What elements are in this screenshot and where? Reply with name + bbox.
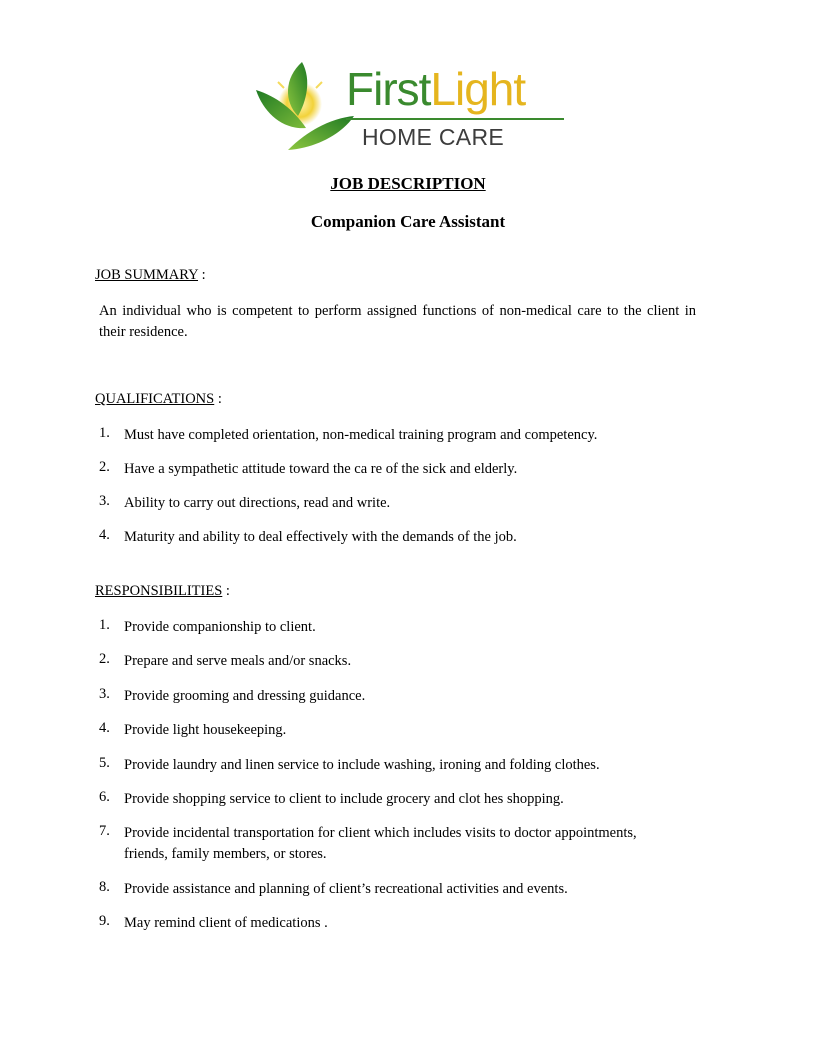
list-item-number: 2. bbox=[99, 651, 110, 667]
responsibilities-heading bbox=[95, 583, 230, 600]
list-item-number: 3. bbox=[99, 493, 110, 509]
list-item-number: 4. bbox=[99, 527, 110, 543]
qualifications-heading-colon: : bbox=[214, 391, 222, 407]
logo-subtitle: HOME CARE bbox=[362, 124, 504, 150]
company-logo bbox=[254, 58, 566, 154]
list-item-text: Prepare and serve meals and/or snacks. bbox=[124, 653, 352, 669]
list-item-text: Provide light housekeeping. bbox=[124, 722, 287, 738]
list-item-number: 1. bbox=[99, 425, 110, 441]
responsibilities-heading-colon: : bbox=[222, 583, 230, 599]
list-item-text: Provide shopping service to client to include grocery and clot hes shopping. bbox=[124, 791, 564, 807]
list-item-number: 9. bbox=[99, 913, 110, 929]
job-summary-text: An individual who is competent to perform assigned functions of non-medical care to the client in their residence. bbox=[99, 303, 696, 340]
list-item-text: Provide companionship to client. bbox=[124, 619, 316, 635]
logo-wordmark bbox=[346, 64, 525, 114]
document-title: JOB DESCRIPTION bbox=[330, 174, 486, 193]
leaf-sunburst-icon bbox=[254, 58, 354, 154]
job-summary-heading bbox=[95, 267, 206, 284]
logo-word-first: First bbox=[346, 63, 431, 115]
list-item-text: Provide assistance and planning of client’s recreational activities and events. bbox=[124, 881, 568, 897]
list-item-text: Must have completed orientation, non-medical training program and competency. bbox=[124, 427, 598, 443]
list-item-number: 1. bbox=[99, 617, 110, 633]
logo-divider bbox=[346, 118, 564, 120]
list-item-text: May remind client of medications . bbox=[124, 915, 328, 931]
list-item-text: Have a sympathetic attitude toward the ca re of the sick and elderly. bbox=[124, 461, 518, 477]
responsibilities-heading-label: RESPONSIBILITIES bbox=[95, 583, 223, 599]
list-item-number: 7. bbox=[99, 823, 110, 839]
list-item-number: 6. bbox=[99, 789, 110, 805]
job-summary-heading-colon: : bbox=[198, 267, 206, 283]
document-subtitle: Companion Care Assistant bbox=[310, 212, 506, 231]
list-item-number: 2. bbox=[99, 459, 110, 475]
list-item-number: 5. bbox=[99, 755, 110, 771]
list-item-number: 3. bbox=[99, 686, 110, 702]
job-summary-heading-label: JOB SUMMARY bbox=[95, 267, 199, 283]
list-item-number: 8. bbox=[99, 879, 110, 895]
qualifications-heading bbox=[95, 391, 222, 408]
list-item-text: Provide laundry and linen service to include washing, ironing and folding clothes. bbox=[124, 757, 600, 773]
list-item-text: Provide grooming and dressing guidance. bbox=[124, 688, 366, 704]
list-item-text: Maturity and ability to deal effectively with the demands of the job. bbox=[124, 529, 517, 545]
list-item-text: Ability to carry out directions, read and write. bbox=[124, 495, 391, 511]
qualifications-heading-label: QUALIFICATIONS bbox=[95, 391, 215, 407]
list-item-number: 4. bbox=[99, 720, 110, 736]
list-item-text: Provide incidental transportation for client which includes visits to doctor appointments, friends, family members, or stores. bbox=[124, 825, 637, 862]
logo-word-light: Light bbox=[430, 63, 526, 115]
